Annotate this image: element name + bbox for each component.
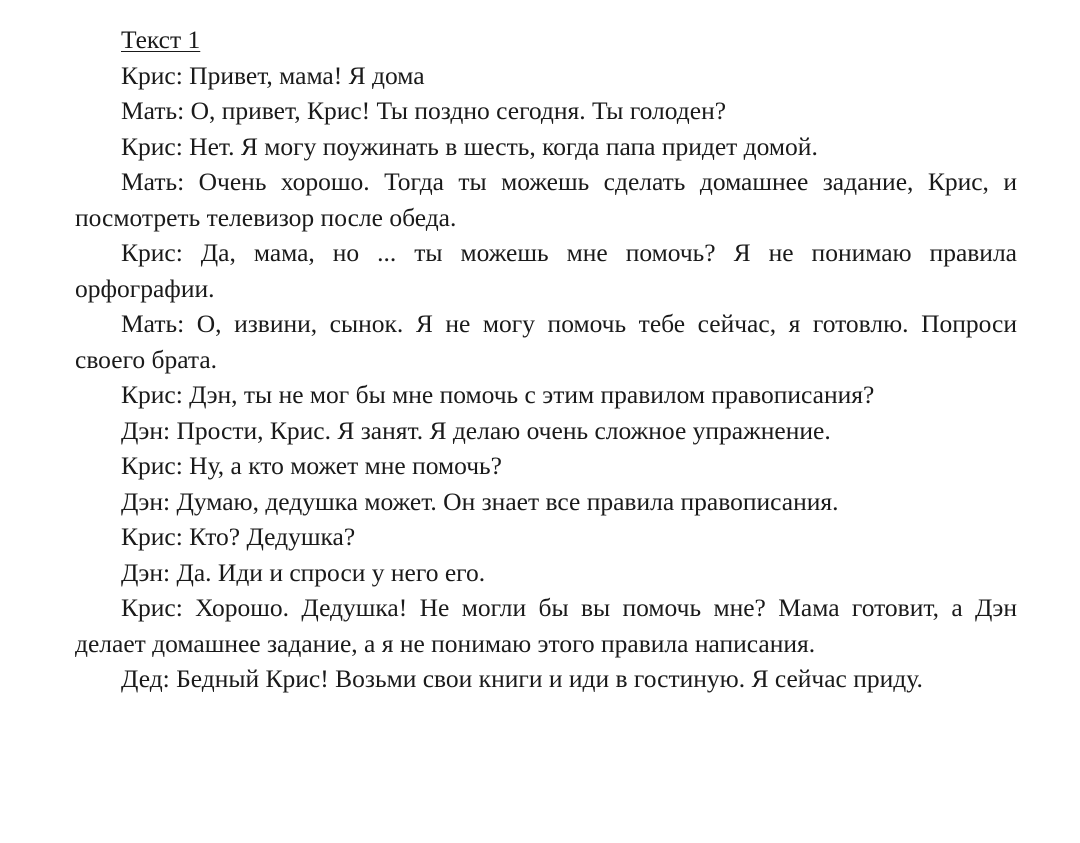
dialogue-line-3: Крис: Нет. Я могу поужинать в шесть, когда папа придет домой. [121,131,818,161]
document-title: Текст 1 [121,25,201,54]
dialogue-line-8: Дэн: Прости, Крис. Я занят. Я делаю очень сложное упражнение. [121,415,831,445]
dialogue-line-11: Крис: Кто? Дедушка? [121,522,356,551]
dialogue-line-10: Дэн: Думаю, дедушка может. Он знает все правила правописания. [121,486,839,516]
dialogue-line-5: Крис: Да, мама, но ... ты можешь мне помочь? Я не понимаю правила орфографии. [75,238,1017,303]
document-page [75,22,1017,697]
dialogue-line-14: Дед: Бедный Крис! Возьми свои книги и иди в гостиную. Я сейчас приду. [121,664,923,693]
dialogue-line-2: Мать: О, привет, Крис! Ты поздно сегодня. Ты голоден? [121,96,727,125]
dialogue-line-13: Крис: Хорошо. Дедушка! Не могли бы вы помочь мне? Мама готовит, а Дэн делает домашнее задание, а я не понимаю этого правила написания. [75,593,1017,658]
dialogue-line-12: Дэн: Да. Иди и спроси у него его. [121,557,486,587]
dialogue-line-7: Крис: Дэн, ты не мог бы мне помочь с этим правилом правописания? [121,380,875,409]
dialogue-line-9: Крис: Ну, а кто может мне помочь? [121,451,502,480]
dialogue-line-4: Мать: Очень хорошо. Тогда ты можешь сделать домашнее задание, Крис, и посмотреть телевизор после обеда. [75,167,1017,232]
dialogue-line-1: Крис: Привет, мама! Я дома [121,60,425,90]
dialogue-line-6: Мать: О, извини, сынок. Я не могу помочь тебе сейчас, я готовлю. Попроси своего брата. [75,309,1017,374]
